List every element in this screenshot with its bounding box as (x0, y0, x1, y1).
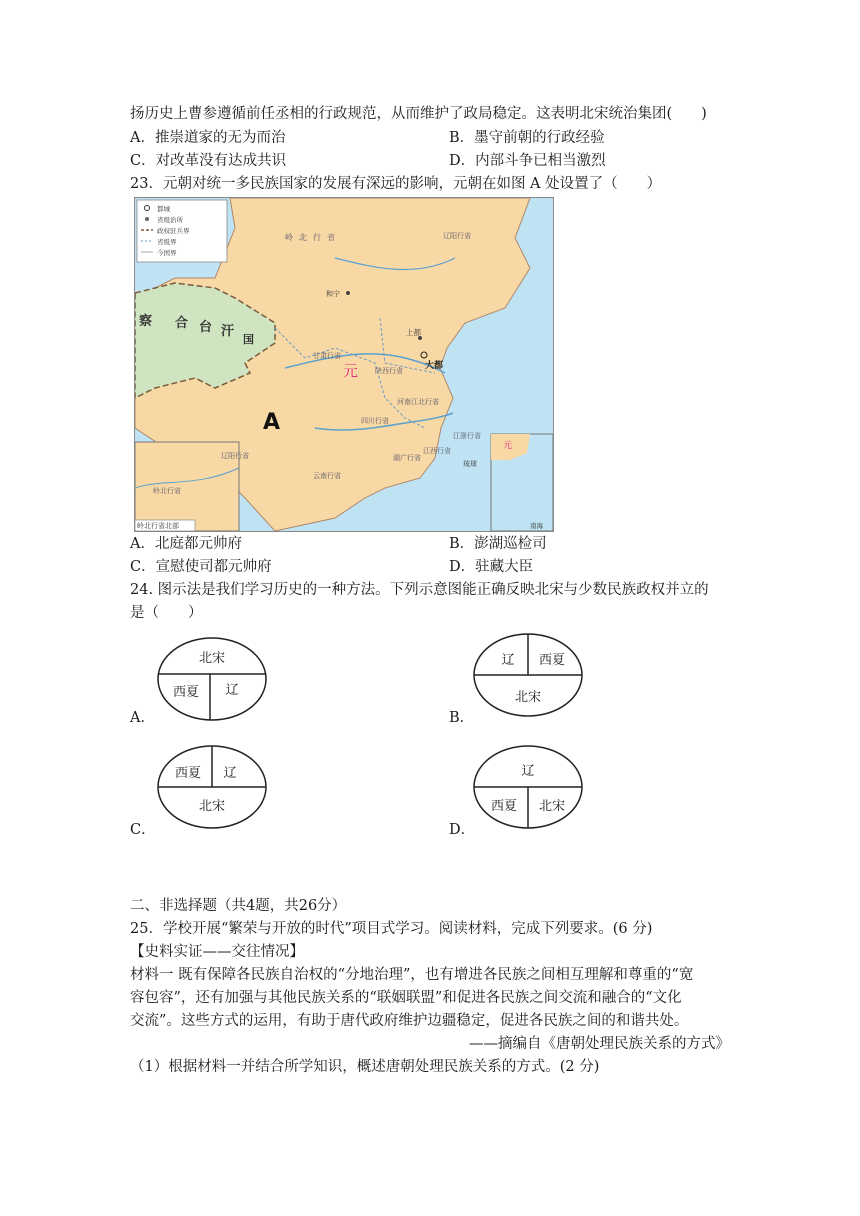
q25-stem: 25．学校开展“繁荣与开放的时代”项目式学习。阅读材料，完成下列要求。(6 分) (130, 921, 653, 937)
q22-option-b[interactable]: B．墨守前朝的行政经验 (449, 130, 605, 146)
q24-option-b-letter[interactable]: B． (449, 710, 475, 726)
yuan-map (134, 197, 554, 532)
inset-left-caption: 岭北行省北部 (137, 522, 179, 530)
q23-option-a[interactable]: A．北庭都元帅府 (130, 536, 242, 552)
label-horin: 和宁 (326, 290, 340, 298)
diagram-b-top-left: 辽 (501, 653, 515, 668)
yuan-map-svg (135, 198, 553, 531)
label-a: A (263, 410, 281, 435)
inset-left-label-1: 辽阳行省 (221, 452, 249, 460)
label-chagatai-1: 察 (139, 314, 153, 329)
inset-right-yuan: 元 (503, 441, 513, 451)
diagram-d-bottom-right: 北宋 (538, 799, 566, 814)
section-heading: 二、非选择题（共4题，共26分） (130, 898, 347, 914)
q24-option-d-letter[interactable]: D． (449, 822, 476, 838)
material-source: ——摘编自《唐朝处理民族关系的方式》 (469, 1036, 730, 1052)
material-line-1: 材料一 既有保障各民族自治权的“分地治理”，也有增进各民族之间相互理解和尊重的“宽 (130, 967, 694, 983)
legend-province: 省级界 (157, 238, 177, 246)
label-yuan: 元 (343, 362, 359, 380)
label-liaoyang: 辽阳行省 (443, 232, 471, 240)
label-gansu: 甘肃行省 (313, 352, 341, 360)
horin-dot (346, 291, 350, 295)
diagram-b-bottom: 北宋 (514, 690, 542, 705)
q22-option-c[interactable]: C．对改革没有达成共识 (130, 153, 287, 169)
q24-stem-line2: 是（ ） (130, 605, 203, 621)
q23-stem: 23．元朝对统一多民族国家的发展有深远的影响，元朝在如图 A 处设置了（ ） (130, 176, 662, 192)
diagram-c-top-left: 西夏 (174, 766, 202, 781)
diagram-c-bottom: 北宋 (198, 799, 226, 814)
q24-option-a-letter[interactable]: A． (130, 710, 155, 726)
q25-subheading: 【史料实证——交往情况】 (130, 944, 304, 960)
q22-option-a[interactable]: A．推崇道家的无为而治 (130, 130, 286, 146)
material-line-2: 容包容”，还有加强与其他民族关系的“联姻联盟”和促进各民族之间交流和融合的“文化 (130, 990, 682, 1006)
material-line-3: 交流”。这些方式的运用，有助于唐代政府维护边疆稳定，促进各民族之间的和谐共处。 (130, 1013, 689, 1029)
diagram-b-top-right: 西夏 (538, 653, 566, 668)
legend-seat: 省级治所 (157, 216, 183, 224)
label-yunnan: 云南行省 (313, 472, 341, 480)
legend-capital: 都城 (157, 205, 170, 213)
diagram-a-top: 北宋 (198, 651, 226, 666)
legend-regime: 政权驻兵界 (157, 227, 190, 235)
q24-diagram-d[interactable] (472, 744, 584, 830)
q23-option-c[interactable]: C．宣慰使司都元帅府 (130, 559, 272, 575)
diagram-d-top: 辽 (521, 764, 535, 779)
q22-stem-tail: 扬历史上曹参遵循前任丞相的行政规范，从而维护了政局稳定。这表明北宋统治集团( ) (130, 106, 707, 122)
label-chagatai-2: 合 (175, 316, 189, 331)
label-chagatai-5: 国 (243, 333, 254, 346)
q22-option-d[interactable]: D．内部斗争已相当激烈 (449, 153, 606, 169)
q24-diagram-c[interactable] (156, 744, 268, 830)
label-huguang: 湖广行省 (393, 454, 421, 462)
label-shangdu: 上都 (406, 328, 421, 337)
diagram-a-bottom-left: 西夏 (172, 685, 200, 700)
label-jiangzhe: 江浙行省 (453, 432, 481, 440)
q24-stem-line1: 24. 图示法是我们学习历史的一种方法。下列示意图能正确反映北宋与少数民族政权并立的 (130, 582, 709, 598)
diagram-a-bottom-right: 辽 (225, 683, 239, 698)
label-shaanxi: 陕西行省 (375, 367, 403, 375)
label-lingbei: 岭北行省 (285, 233, 341, 242)
label-sichuan: 四川行省 (361, 417, 389, 425)
legend-seat-icon (145, 217, 149, 221)
inset-left-label-2: 岭北行省 (153, 487, 181, 495)
diagram-c-top-right: 辽 (223, 766, 237, 781)
q23-option-b[interactable]: B．澎湖巡检司 (449, 536, 547, 552)
label-jiangxi: 江西行省 (423, 447, 451, 455)
diagram-d-bottom-left: 西夏 (490, 799, 518, 814)
label-liuqiu: 琉球 (463, 460, 477, 468)
label-dadu: 大都 (425, 361, 444, 371)
inset-right-caption: 南海 (530, 522, 543, 530)
legend-modern: 今国界 (157, 249, 177, 257)
q24-diagram-a[interactable] (156, 636, 268, 722)
label-henan: 河南江北行省 (397, 398, 439, 406)
q24-diagram-b[interactable] (472, 632, 584, 718)
label-chagatai-3: 台 (199, 320, 213, 335)
q23-option-d[interactable]: D．驻藏大臣 (449, 559, 534, 575)
q24-option-c-letter[interactable]: C． (130, 822, 156, 838)
label-chagatai-4: 汗 (221, 324, 235, 339)
q25-sub-question-1: （1）根据材料一并结合所学知识，概述唐朝处理民族关系的方式。(2 分) (130, 1059, 600, 1075)
